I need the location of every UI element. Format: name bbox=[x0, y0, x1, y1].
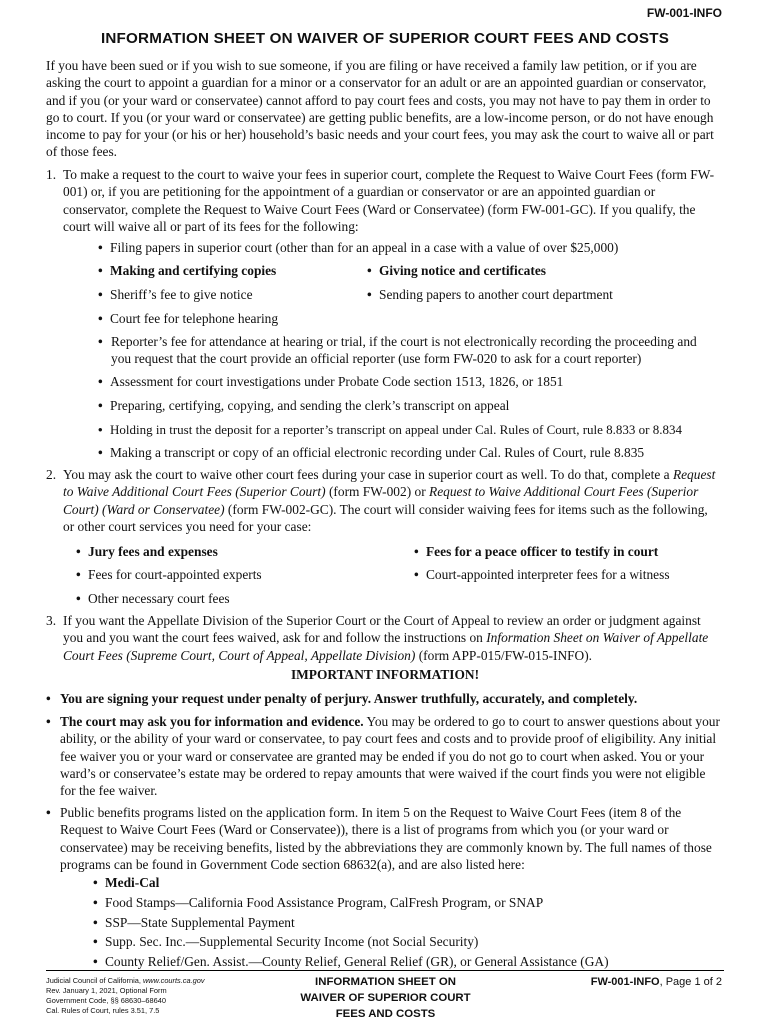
program-item: • Medi-Cal bbox=[93, 875, 160, 890]
fee-bullet: • Sending papers to another court department bbox=[367, 287, 613, 302]
fee-bullet: • Sheriff’s fee to give notice bbox=[98, 287, 253, 302]
item-3-text-a: If you want the Appellate Division of the Superior Court or the Court of Appeal to review an order or judgment against you and you want the court fees waived, ask for and follow the instructions on bbox=[63, 613, 701, 646]
footer-title-line: WAIVER OF SUPERIOR COURT bbox=[300, 992, 471, 1004]
important-heading: IMPORTANT INFORMATION! bbox=[290, 667, 480, 682]
bullet-text: Sending papers to another court department bbox=[379, 287, 613, 302]
item-2-text bbox=[63, 466, 717, 535]
intro-paragraph: If you have been sued or if you wish to sue someone, if you are filing or have received a family law petition, or if you are asking the court to appoint a guardian for a minor or a conservator for an adult or are an appointed guardian or conservator, and if you (or your ward or conservatee) cannot afford to pay court fees and costs, you may not have to pay them in order to go to court. If you (or your ward or conservatee) are getting public benefits, are a low-income person, or do not have enough income to pay for your (or his or her) household’s basic needs and your court fees, you may ask the court to waive all or part of those fees. bbox=[46, 58, 714, 160]
item-1-text: To make a request to the court to waive your fees in superior court, complete the Request to Waive Court Fees (form FW-001) or, if you are petitioning for the appointment of a guardian or conservator or are an appointed guardian or conservator, complete the Request to Waive Court Fees (Ward or Conservatee) (form FW-001-GC). If you qualify, the court will waive all or part of its fees for the following: bbox=[63, 167, 715, 234]
form-app-015-title: Information Sheet on Waiver of Appellate Court Fees (Supreme Court, Court of Appeal, Appellate Division) bbox=[63, 630, 709, 663]
fee-bullet: • Preparing, certifying, copying, and sending the clerk’s transcript on appeal bbox=[98, 398, 510, 413]
item-3-text-b: (form APP-015/FW-015-INFO). bbox=[418, 647, 593, 663]
program-text: SSP—State Supplemental Payment bbox=[105, 915, 295, 930]
evidence-notice: The court may ask you for information and evidence. bbox=[60, 714, 364, 729]
bullet-text: Assessment for court investigations under Probate Code section 1513, 1826, or 1851 bbox=[110, 374, 564, 389]
important-bullet: • Public benefits programs listed on the application form. In item 5 on the Request to Waive Court Fees (item 8 of the Request to Waive Court Fees (Ward or Conservatee)), there is a list of programs from which you (or your ward or conservatee) may be receiving benefits, listed by the abbreviations they are commonly known by. The full names of those programs can be found in Government Code section 68632(a), and are also listed here: bbox=[46, 804, 720, 873]
fee-bullet: • Court-appointed interpreter fees for a witness bbox=[414, 567, 670, 582]
bullet-text: Preparing, certifying, copying, and sending the clerk’s transcript on appeal bbox=[110, 398, 510, 413]
bullet-text: Court-appointed interpreter fees for a witness bbox=[426, 567, 670, 582]
item-1-number: 1. bbox=[46, 167, 57, 182]
item-2-text-c: (form FW-002-GC). The court will consider waiving fees for items such as the following, or other court services you need for your case: bbox=[63, 501, 708, 534]
fee-bullet: • Filing papers in superior court (other than for an appeal in a case with a value of over $25,000) bbox=[98, 240, 619, 255]
important-bullet: • The court may ask you for information and evidence. You may be ordered to go to court to answer questions about your ability, or the ability of your ward or conservatee, to pay court fees and costs and to provide proof of eligibility. Any initial fee waiver you or your ward or conservatee are granted may be ended if you do not go to court when asked. You or your ward’s or conservatee’s estate may be ordered to repay amounts that were waived if the court finds you were not eligible for the fee waiver. bbox=[46, 714, 720, 799]
program-item: • County Relief/Gen. Assist.—County Relief, General Relief (GR), or General Assistance (GA) bbox=[93, 954, 609, 969]
bullet-text: Making a transcript or copy of an official electronic recording under Cal. Rules of Court, rule 8.835 bbox=[110, 445, 645, 460]
footer-rules: Cal. Rules of Court, rules 3.51, 7.5 bbox=[46, 1006, 160, 1015]
fee-bullet: • Giving notice and certificates bbox=[367, 263, 546, 278]
bullet-text: Sheriff’s fee to give notice bbox=[110, 287, 253, 302]
evidence-notice-detail: You may be ordered to go to court to answer questions about your ability, or the ability of your ward or conservatee, to pay court fees and costs and to provide proof of eligibility. Any initial fee waiver you or your ward or conservatee are granted may be ended if you do not go to court when asked. You or your ward’s or conservatee’s estate may be ordered to repay amounts that were waived if the court finds you were not eligible for the fee waiver. bbox=[60, 714, 720, 799]
fee-bullet: • Jury fees and expenses bbox=[76, 544, 218, 559]
footer-url: www.courts.ca.gov bbox=[142, 976, 205, 985]
footer-citation bbox=[46, 976, 266, 1016]
bullet-text: Other necessary court fees bbox=[88, 591, 230, 606]
program-item: • Food Stamps—California Food Assistance Program, CalFresh Program, or SNAP bbox=[93, 895, 544, 910]
bullet-text: Fees for court-appointed experts bbox=[88, 567, 262, 582]
footer-page: , Page 1 of 2 bbox=[659, 976, 722, 988]
fee-bullet: • Other necessary court fees bbox=[76, 591, 230, 606]
fee-bullet: • Making a transcript or copy of an official electronic recording under Cal. Rules of Court, rule 8.835 bbox=[98, 445, 645, 460]
fee-bullet: • Reporter’s fee for attendance at hearing or trial, if the court is not electronically recording the proceeding and you request that the court provide an official reporter (use form FW-020 to ask for a court reporter) bbox=[98, 333, 708, 367]
bullet-text: Fees for a peace officer to testify in court bbox=[426, 544, 659, 559]
bullet-text: Court fee for telephone hearing bbox=[110, 311, 279, 326]
item-2-number: 2. bbox=[46, 467, 57, 482]
bullet-text: Reporter’s fee for attendance at hearing or trial, if the court is not electronically recording the proceeding and you request that the court provide an official reporter (use form FW-020 to ask for a court reporter) bbox=[111, 334, 697, 366]
form-fw-002-gc-title: Request to Waive Additional Court Fees (Superior Court) (Ward or Conservatee) bbox=[63, 484, 699, 517]
program-text: Supp. Sec. Inc.—Supplemental Security Income (not Social Security) bbox=[105, 934, 479, 949]
fee-bullet: • Holding in trust the deposit for a reporter’s transcript on appeal under Cal. Rules of Court, rule 8.833 or 8.834 bbox=[98, 422, 682, 437]
footer-publisher: Judicial Council of California, www.courts.ca.gov bbox=[46, 976, 205, 985]
item-3-number: 3. bbox=[46, 613, 57, 628]
footer-divider bbox=[46, 970, 724, 971]
footer-title-line: FEES AND COSTS bbox=[335, 1008, 436, 1020]
page-title: INFORMATION SHEET ON WAIVER OF SUPERIOR COURT FEES AND COSTS bbox=[100, 30, 670, 47]
fee-bullet: • Making and certifying copies bbox=[98, 263, 277, 278]
footer-title-line: INFORMATION SHEET ON bbox=[315, 976, 456, 988]
footer-form-number: FW-001-INFO bbox=[590, 976, 660, 988]
program-text: Food Stamps—California Food Assistance Program, CalFresh Program, or SNAP bbox=[105, 895, 544, 910]
item-2-text-b: (form FW-002) or bbox=[328, 484, 426, 500]
important-bullet: • You are signing your request under penalty of perjury. Answer truthfully, accurately, and completely. bbox=[46, 690, 718, 707]
bullet-text: Holding in trust the deposit for a reporter’s transcript on appeal under Cal. Rules of Court, rule 8.833 or 8.834 bbox=[110, 422, 682, 437]
program-item: • Supp. Sec. Inc.—Supplemental Security Income (not Social Security) bbox=[93, 934, 479, 949]
item-3-text bbox=[63, 612, 717, 664]
footer-revision: Rev. January 1, 2021, Optional Form bbox=[46, 986, 167, 995]
bullet-text: Giving notice and certificates bbox=[379, 263, 546, 278]
item-2-text-a: You may ask the court to waive other court fees during your case in superior court as well. To do that, complete a bbox=[63, 467, 670, 482]
important-bullet-text: Public benefits programs listed on the application form. In item 5 on the Request to Waive Court Fees (item 8 of the Request to Waive Court Fees (Ward or Conservatee)), there is a list of programs from which you (or your ward or conservatee) may be receiving benefits, listed by the abbreviations they are commonly known by. The full names of those programs can be found in Government Code section 68632(a), and are also listed here: bbox=[60, 805, 712, 872]
program-text: County Relief/Gen. Assist.—County Relief, General Relief (GR), or General Assistance (GA) bbox=[105, 954, 609, 969]
footer-page-number bbox=[591, 976, 722, 988]
program-item: • SSP—State Supplemental Payment bbox=[93, 915, 295, 930]
program-text: Medi-Cal bbox=[105, 875, 160, 890]
footer-gov-code: Government Code, §§ 68630–68640 bbox=[46, 996, 166, 1005]
bullet-text: Making and certifying copies bbox=[110, 263, 277, 278]
important-bullet-text: You are signing your request under penalty of perjury. Answer truthfully, accurately, and completely. bbox=[60, 691, 638, 706]
fee-bullet: • Fees for a peace officer to testify in court bbox=[414, 544, 659, 559]
bullet-text: Filing papers in superior court (other than for an appeal in a case with a value of over $25,000) bbox=[110, 240, 619, 255]
important-bullet-text bbox=[46, 713, 720, 799]
fee-bullet: • Assessment for court investigations under Probate Code section 1513, 1826, or 1851 bbox=[98, 374, 564, 389]
form-fw-002-title: Request to Waive Additional Court Fees (Superior Court) bbox=[63, 467, 716, 500]
form-number: FW-001-INFO bbox=[646, 6, 722, 20]
bullet-text: Jury fees and expenses bbox=[88, 544, 218, 559]
footer-form-title bbox=[258, 974, 513, 1022]
fee-bullet: • Court fee for telephone hearing bbox=[98, 311, 279, 326]
fee-bullet: • Fees for court-appointed experts bbox=[76, 567, 262, 582]
